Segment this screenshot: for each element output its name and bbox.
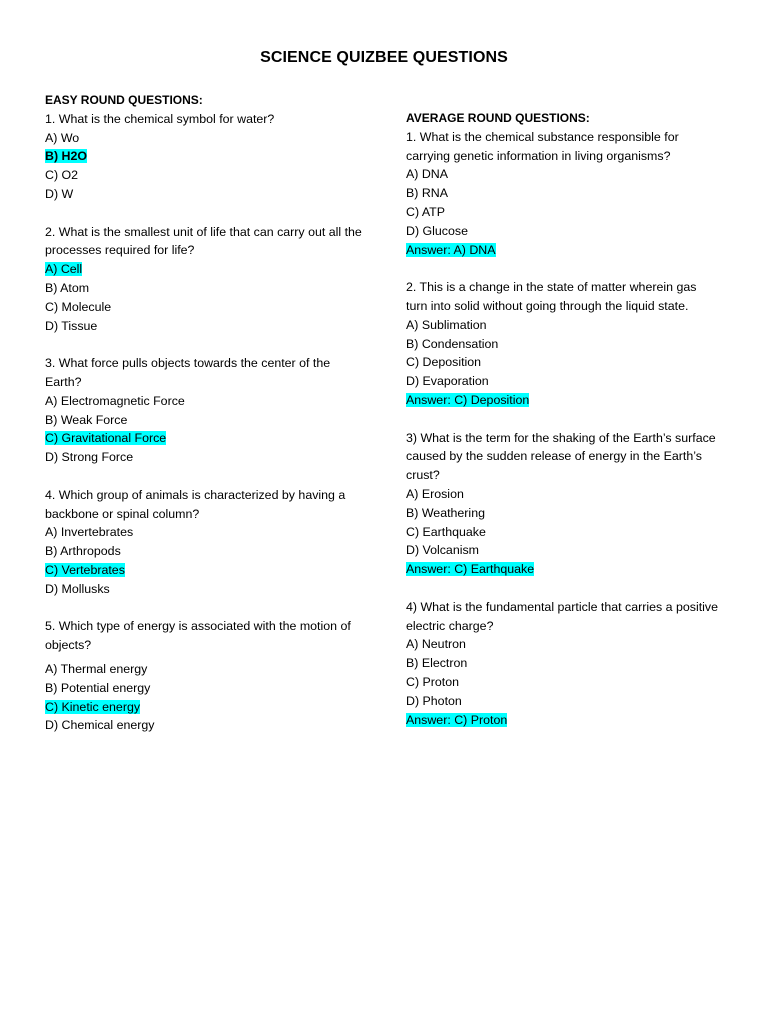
- question-text: 3. What force pulls objects towards the center of the Earth?: [45, 356, 331, 389]
- highlighted-answer: C) Gravitational Force: [45, 431, 167, 446]
- option-d: [45, 448, 370, 467]
- option-d: [406, 692, 721, 711]
- option-label: B) Weak Force: [45, 412, 128, 427]
- option-label: C) ATP: [406, 204, 446, 219]
- option-label: B) Electron: [406, 656, 468, 671]
- average-round-column: [406, 109, 721, 729]
- easy-question-5: [45, 617, 370, 735]
- option-label: C) Proton: [406, 674, 460, 689]
- option-a: [406, 165, 721, 184]
- highlighted-answer: C) Kinetic energy: [45, 699, 141, 714]
- option-label: C) O2: [45, 168, 79, 183]
- option-d: [406, 222, 721, 241]
- option-label: A) Wo: [45, 130, 80, 145]
- average-question-2: [406, 278, 721, 410]
- option-d: [45, 716, 370, 735]
- question-text: 3) What is the term for the shaking of the Earth’s surface caused by the sudden release of energy in the Earth’s crust?: [406, 430, 716, 483]
- option-a-correct: [45, 260, 370, 279]
- option-d: [45, 580, 370, 599]
- option-a: [45, 129, 370, 148]
- option-c-correct: [45, 561, 370, 580]
- option-label: C) Earthquake: [406, 524, 486, 539]
- easy-question-2: [45, 223, 370, 336]
- option-label: A) Thermal energy: [45, 661, 148, 676]
- option-a: [45, 523, 370, 542]
- option-label: B) Weathering: [406, 505, 485, 520]
- highlighted-answer: A) Cell: [45, 262, 83, 277]
- option-label: A) DNA: [406, 167, 448, 182]
- option-a: [45, 392, 370, 411]
- question-text: 4) What is the fundamental particle that carries a positive electric charge?: [406, 599, 718, 633]
- option-b: [45, 679, 370, 698]
- question-text: 1. What is the chemical substance responsible for carrying genetic information in living organisms?: [406, 129, 679, 163]
- option-label: C) Molecule: [45, 299, 112, 314]
- option-d: [406, 541, 721, 560]
- easy-round-heading: EASY ROUND QUESTIONS:: [45, 93, 203, 107]
- easy-round-column: [45, 91, 370, 735]
- option-b: [45, 411, 370, 430]
- average-question-3: [406, 429, 721, 579]
- option-c-correct: [45, 698, 370, 717]
- option-b-correct: [45, 147, 370, 166]
- question-text: 5. Which type of energy is associated with the motion of objects?: [45, 619, 351, 653]
- question-text: 1. What is the chemical symbol for water?: [45, 111, 275, 126]
- easy-question-1: [45, 110, 370, 204]
- easy-question-4: [45, 486, 370, 599]
- option-label: D) W: [45, 186, 74, 201]
- option-d: [406, 372, 721, 391]
- option-label: D) Photon: [406, 693, 462, 708]
- answer-line: [406, 391, 721, 410]
- answer-line: [406, 560, 721, 579]
- question-text: 4. Which group of animals is characterized by having a backbone or spinal column?: [45, 487, 346, 521]
- average-round-heading: AVERAGE ROUND QUESTIONS:: [406, 111, 590, 125]
- option-label: D) Chemical energy: [45, 718, 155, 733]
- option-a: [406, 485, 721, 504]
- option-label: A) Neutron: [406, 637, 466, 652]
- average-question-1: [406, 128, 721, 260]
- option-a: [45, 660, 370, 679]
- option-b: [45, 542, 370, 561]
- option-d: [45, 317, 370, 336]
- highlighted-answer: Answer: C) Proton: [406, 712, 508, 727]
- option-label: B) Potential energy: [45, 680, 151, 695]
- easy-question-3: [45, 354, 370, 467]
- option-b: [406, 504, 721, 523]
- highlighted-answer: B) H2O: [45, 149, 87, 164]
- option-label: A) Erosion: [406, 486, 464, 501]
- average-question-4: [406, 598, 721, 730]
- highlighted-answer: Answer: C) Deposition: [406, 392, 530, 407]
- option-label: C) Deposition: [406, 355, 482, 370]
- option-label: B) Atom: [45, 280, 90, 295]
- option-b: [406, 335, 721, 354]
- option-label: D) Volcanism: [406, 543, 479, 558]
- question-text: 2. This is a change in the state of matter wherein gas turn into solid without going through the liquid state.: [406, 280, 697, 313]
- option-label: D) Evaporation: [406, 374, 489, 389]
- option-c: [45, 166, 370, 185]
- question-text: 2. What is the smallest unit of life that can carry out all the processes required for life?: [45, 224, 362, 258]
- option-c: [406, 353, 721, 372]
- option-label: A) Electromagnetic Force: [45, 393, 185, 408]
- highlighted-answer: Answer: A) DNA: [406, 242, 496, 257]
- option-b: [406, 654, 721, 673]
- highlighted-answer: Answer: C) Earthquake: [406, 562, 535, 577]
- option-label: D) Mollusks: [45, 581, 110, 596]
- option-b: [406, 184, 721, 203]
- option-label: B) Condensation: [406, 336, 499, 351]
- option-b: [45, 279, 370, 298]
- option-label: B) RNA: [406, 186, 448, 201]
- answer-line: [406, 711, 721, 730]
- option-label: A) Invertebrates: [45, 525, 134, 540]
- page-title: SCIENCE QUIZBEE QUESTIONS: [260, 49, 508, 66]
- option-label: D) Tissue: [45, 318, 98, 333]
- answer-line: [406, 241, 721, 260]
- option-c: [406, 673, 721, 692]
- option-label: A) Sublimation: [406, 317, 487, 332]
- option-c-correct: [45, 429, 370, 448]
- option-d: [45, 185, 370, 204]
- option-label: D) Strong Force: [45, 450, 134, 465]
- option-c: [406, 523, 721, 542]
- option-label: B) Arthropods: [45, 544, 121, 559]
- option-c: [406, 203, 721, 222]
- option-a: [406, 635, 721, 654]
- option-a: [406, 316, 721, 335]
- highlighted-answer: C) Vertebrates: [45, 562, 125, 577]
- option-label: D) Glucose: [406, 223, 468, 238]
- option-c: [45, 298, 370, 317]
